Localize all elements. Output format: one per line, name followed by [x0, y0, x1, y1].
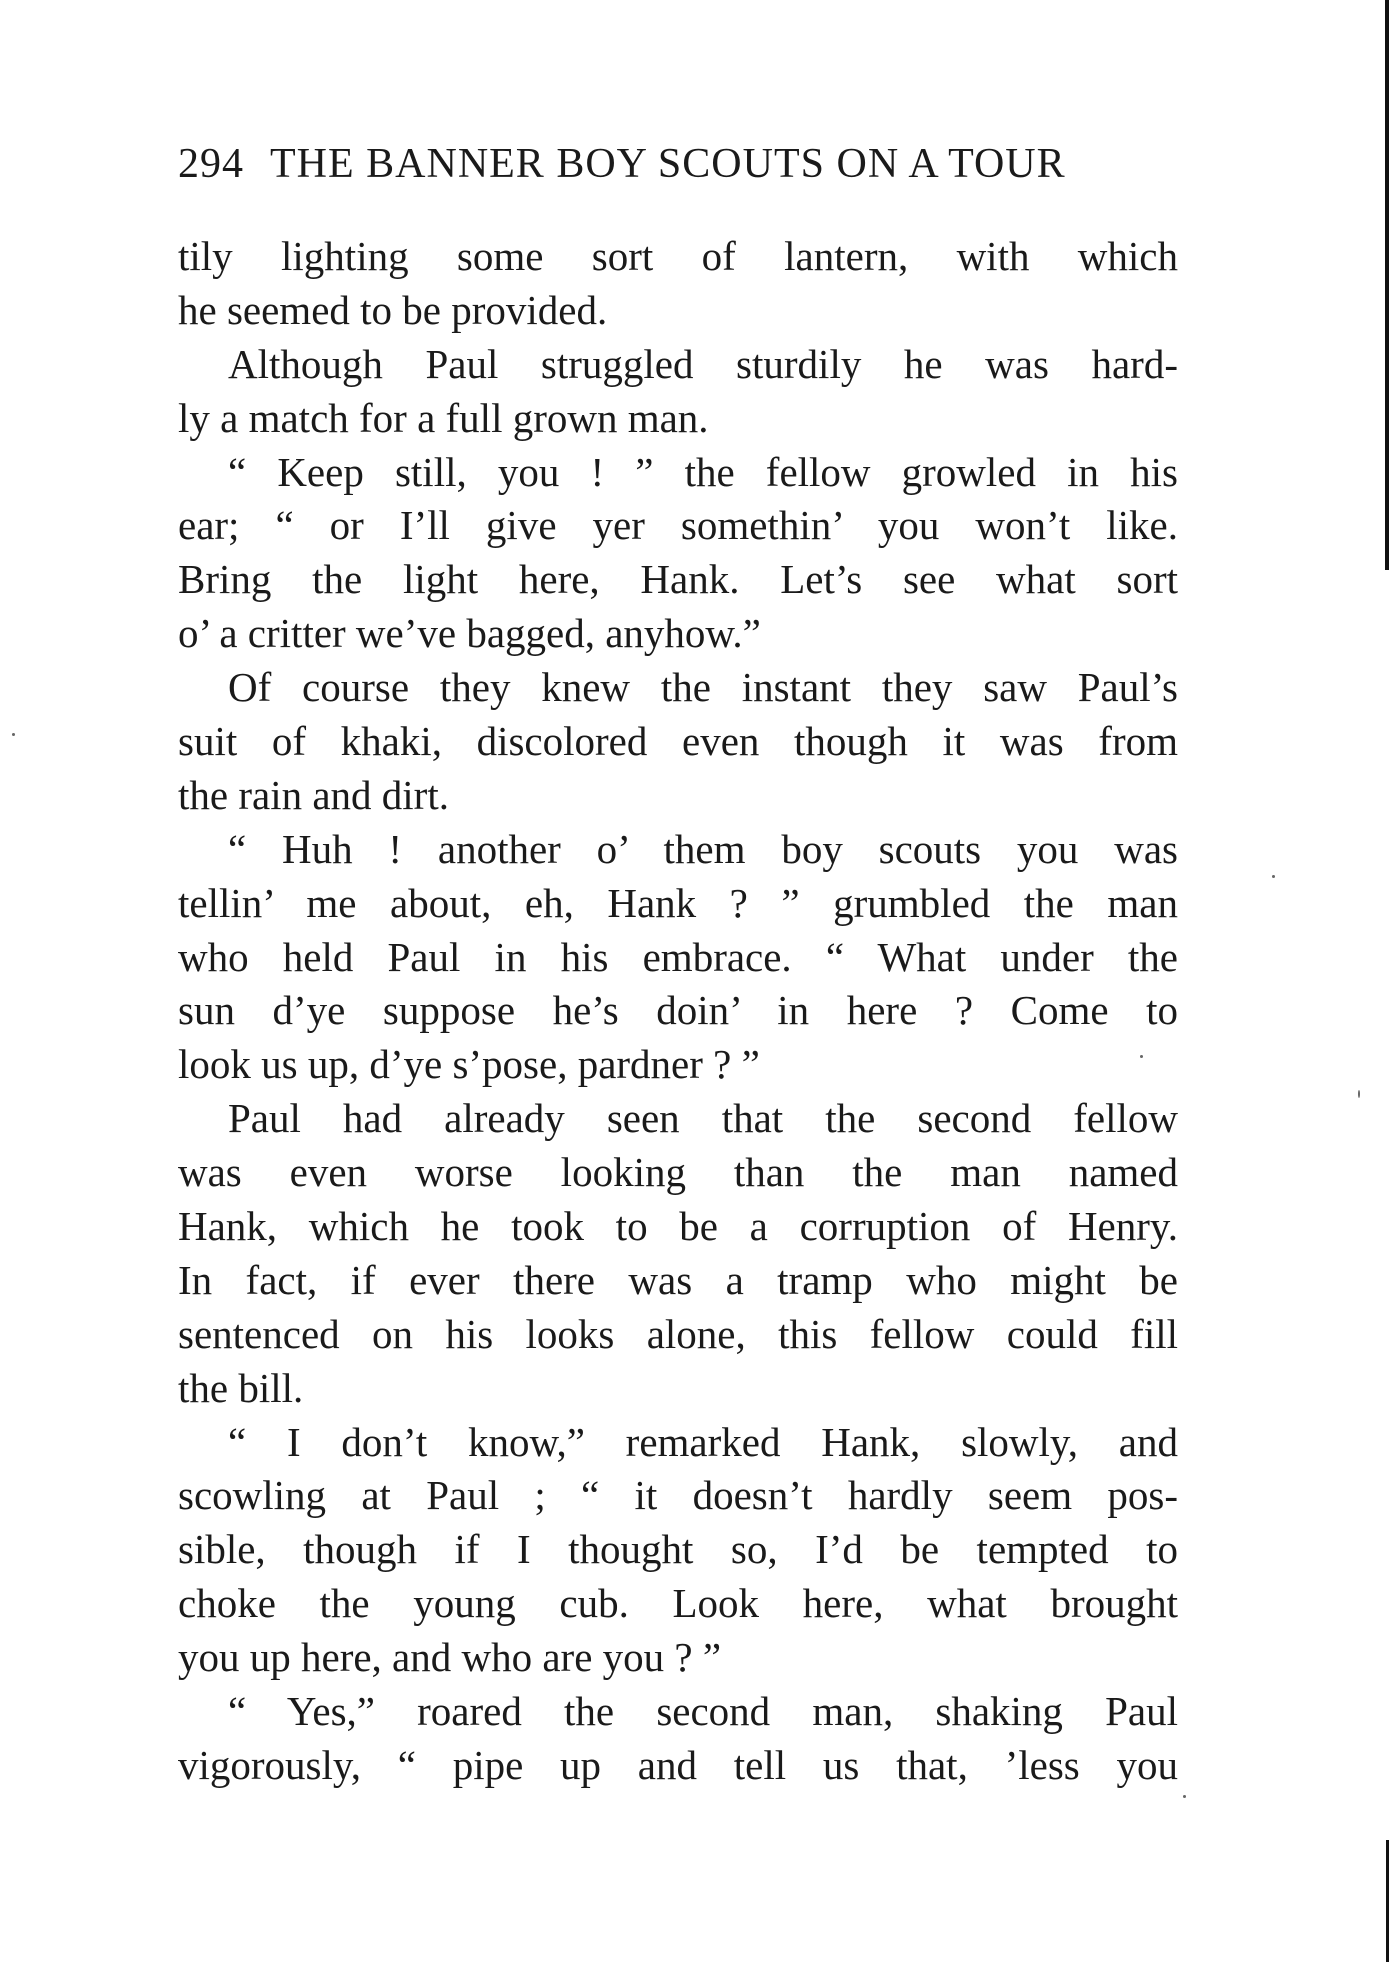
- text-line: ear; “ or I’ll give yer somethin’ you won’t like.: [178, 502, 1178, 549]
- text-line: you up here, and who are you ? ”: [178, 1634, 722, 1681]
- body-text: [178, 230, 1178, 1793]
- text-line: vigorously, “ pipe up and tell us that, ’less you: [178, 1741, 1178, 1788]
- text-line: tellin’ me about, eh, Hank ? ” grumbled the man: [178, 879, 1178, 926]
- running-title: THE BANNER BOY SCOUTS ON A TOUR: [270, 141, 1066, 187]
- page-header: [178, 140, 1178, 200]
- text-line: tily lighting some sort of lantern, with which: [178, 233, 1178, 279]
- text-line: In fact, if ever there was a tramp who might be: [178, 1256, 1178, 1303]
- text-line: sun d’ye suppose he’s doin’ in here ? Come to: [178, 987, 1178, 1034]
- text-line: Of course they knew the instant they saw Paul’s: [228, 664, 1178, 711]
- text-line: “ Yes,” roared the second man, shaking Paul: [228, 1688, 1178, 1735]
- scan-speck: [1140, 1055, 1143, 1058]
- text-line: look us up, d’ye s’pose, pardner ? ”: [178, 1041, 760, 1088]
- text-line: the rain and dirt.: [178, 771, 449, 818]
- text-line: “ Keep still, you ! ” the fellow growled in his: [228, 448, 1178, 495]
- text-line: Paul had already seen that the second fellow: [228, 1095, 1178, 1142]
- text-line: Bring the light here, Hank. Let’s see what sort: [178, 556, 1178, 603]
- text-line: o’ a critter we’ve bagged, anyhow.”: [178, 610, 761, 657]
- text-line: was even worse looking than the man named: [178, 1149, 1178, 1196]
- text-line: sentenced on his looks alone, this fellow could fill: [178, 1310, 1178, 1357]
- scan-speck: [1183, 1795, 1186, 1798]
- text-line: he seemed to be provided.: [178, 286, 608, 333]
- text-line: Hank, which he took to be a corruption of Henry.: [178, 1203, 1178, 1250]
- scan-speck: [12, 733, 15, 736]
- scan-speck: [1358, 1090, 1360, 1098]
- text-line: who held Paul in his embrace. “ What under the: [178, 933, 1178, 980]
- page-number: 294: [178, 141, 244, 187]
- text-line: sible, though if I thought so, I’d be tempted to: [178, 1526, 1178, 1573]
- scan-edge-line-bottom: [1386, 1840, 1389, 1962]
- text-line: scowling at Paul ; “ it doesn’t hardly seem pos-: [178, 1472, 1178, 1519]
- scan-speck: [1272, 875, 1275, 878]
- text-line: suit of khaki, discolored even though it was from: [178, 718, 1178, 765]
- text-line: the bill.: [178, 1364, 304, 1411]
- scan-edge-line-top: [1385, 0, 1389, 570]
- text-line: “ Huh ! another o’ them boy scouts you was: [228, 825, 1178, 872]
- text-line: choke the young cub. Look here, what brought: [178, 1580, 1178, 1627]
- text-line: Although Paul struggled sturdily he was hard-: [228, 340, 1178, 387]
- text-line: “ I don’t know,” remarked Hank, slowly, and: [228, 1418, 1178, 1465]
- text-line: ly a match for a full grown man.: [178, 394, 709, 441]
